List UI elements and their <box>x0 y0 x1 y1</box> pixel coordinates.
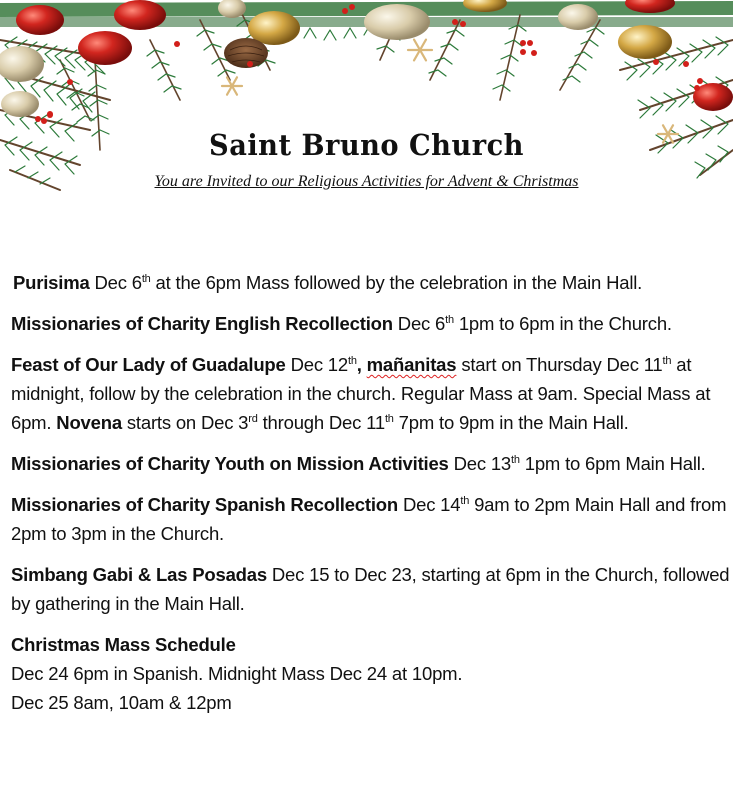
event-name: Purisima <box>13 272 90 293</box>
event-spanish-recollection: Missionaries of Charity Spanish Recollection Dec 14th 9am to 2pm Main Hall and from 2pm to 3pm in the Church. <box>11 494 727 544</box>
event-list <box>11 268 733 729</box>
page-title: Saint Bruno Church <box>209 128 524 162</box>
event-name: Missionaries of Charity English Recollection <box>11 313 393 334</box>
novena-label: Novena <box>56 412 122 433</box>
event-guadalupe: Feast of Our Lady of Guadalupe Dec 12th, mañanitas start on Thursday Dec 11th at midnight, follow by the celebration in the church. Regular Mass at 9am. Special Mass at 6pm. Novena starts on Dec 3rd through Dec 11th 7pm to 9pm in the Main Hall. <box>11 354 711 433</box>
event-english-recollection: Missionaries of Charity English Recollection Dec 6th 1pm to 6pm in the Church. <box>11 313 672 334</box>
event-name: Simbang Gabi & Las Posadas <box>11 564 267 585</box>
event-purisima: Purisima Dec 6th at the 6pm Mass followed by the celebration in the Main Hall. <box>13 272 643 293</box>
event-simbang-gabi: Simbang Gabi & Las Posadas Dec 15 to Dec 23, starting at 6pm in the Church, followed by gathering in the Main Hall. <box>11 564 730 614</box>
christmas-garland-banner <box>0 0 733 200</box>
event-name: Missionaries of Charity Youth on Mission Activities <box>11 453 449 474</box>
christmas-mass-schedule <box>11 630 733 717</box>
christmas-heading: Christmas Mass Schedule <box>11 634 236 655</box>
spellcheck-word-mananitas[interactable]: mañanitas <box>366 354 457 375</box>
event-youth-mission: Missionaries of Charity Youth on Mission Activities Dec 13th 1pm to 6pm Main Hall. <box>11 453 706 474</box>
christmas-line: Dec 25 8am, 10am & 12pm <box>11 692 232 713</box>
event-name: Missionaries of Charity Spanish Recollection <box>11 494 398 515</box>
event-name: Feast of Our Lady of Guadalupe <box>11 354 286 375</box>
christmas-line: Dec 24 6pm in Spanish. Midnight Mass Dec 24 at 10pm. <box>11 663 463 684</box>
page-subtitle: You are Invited to our Religious Activities for Advent & Christmas <box>154 173 579 190</box>
